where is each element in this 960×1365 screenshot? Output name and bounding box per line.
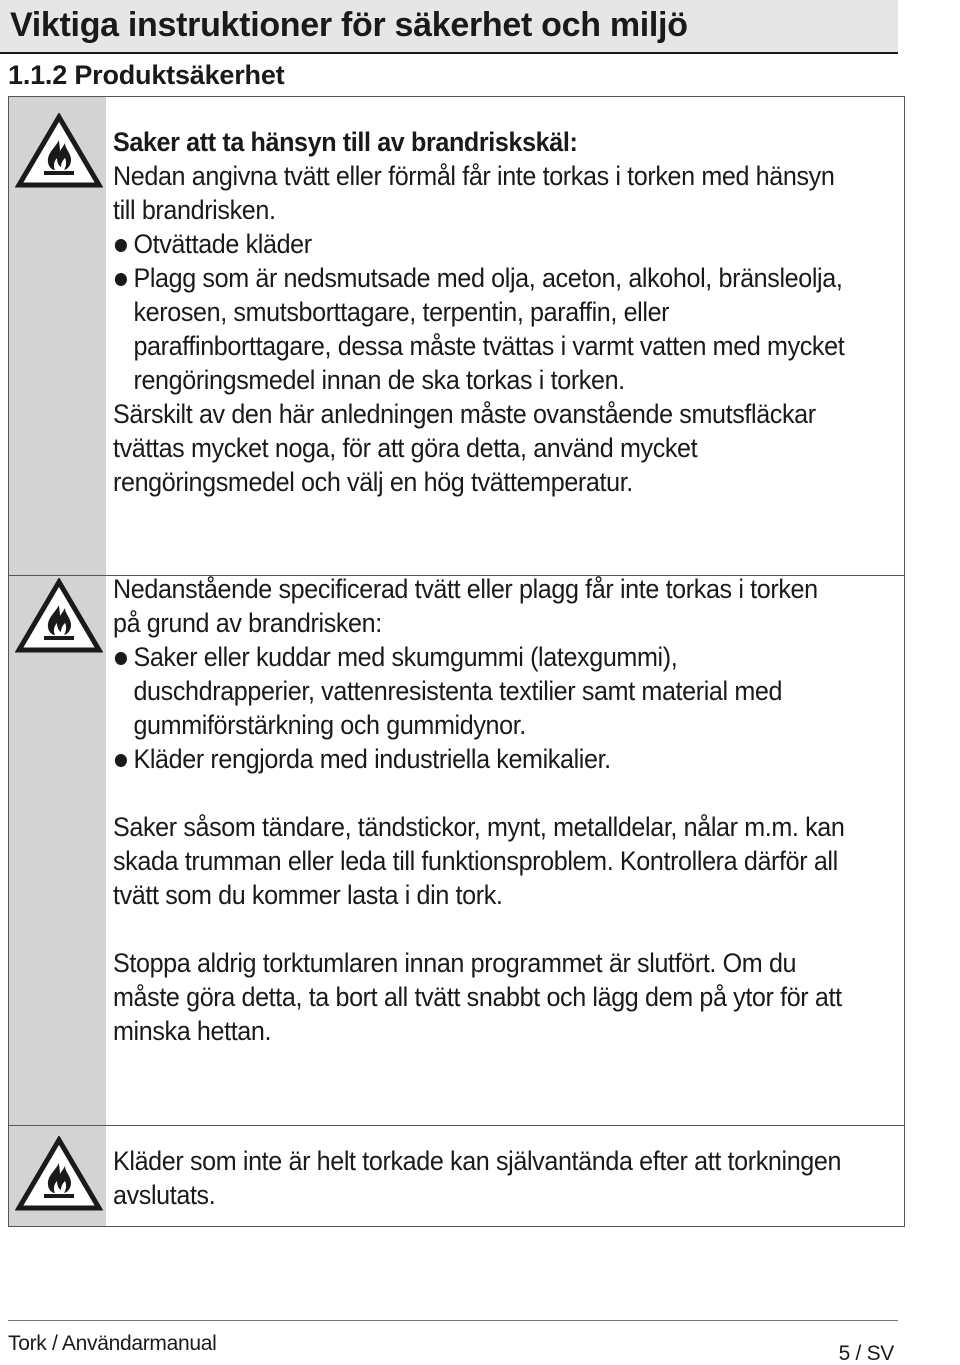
page-title: Viktiga instruktioner för säkerhet och miljö <box>10 6 688 44</box>
fire-risk-heading: Saker att ta hänsyn till av brandriskskäl: <box>113 127 578 157</box>
warning-panel-3 <box>9 1126 106 1226</box>
spacer <box>113 912 848 946</box>
footer-manual-label: Tork / Användarmanual <box>8 1332 217 1355</box>
forbidden-items-intro: Nedanstående specificerad tvätt eller plagg får inte torkas i torken på grund av brandrisken: <box>113 574 818 638</box>
header-band <box>0 0 898 54</box>
self-ignition-section <box>113 1144 848 1212</box>
fire-risk-section <box>113 125 848 499</box>
list-item: Plagg som är nedsmutsade med olja, aceton, alkohol, bränsleolja, kerosen, smutsborttagare, terpentin, paraffin, eller paraffinborttagare, dessa måste tvättas i varmt vatten med mycket rengöringsmedel innan de ska torkas i torken. <box>113 261 848 397</box>
safety-frame <box>8 96 905 1227</box>
page-number: 5 / SV <box>838 1342 894 1365</box>
forbidden-items-section <box>113 572 848 1048</box>
fire-risk-note: Särskilt av den här anledningen måste ovanstående smutsfläckar tvättas mycket noga, för att göra detta, använd mycket rengöringsmedel och välj en hög tvättemperatur. <box>113 399 816 497</box>
foreign-objects-paragraph: Saker såsom tändare, tändstickor, mynt, metalldelar, nålar m.m. kan skada trumman eller leda till funktionsproblem. Kontrollera därför all tvätt som du kommer lasta i din tork. <box>113 812 845 910</box>
flammable-warning-icon <box>15 578 103 656</box>
self-ignition-text: Kläder som inte är helt torkade kan självantända efter att torkningen avslutats. <box>113 1146 842 1210</box>
flammable-warning-icon <box>15 113 103 191</box>
stop-dryer-paragraph: Stoppa aldrig torktumlaren innan programmet är slutfört. Om du måste göra detta, ta bort all tvätt snabbt och lägg dem på ytor för att minska hettan. <box>113 948 842 1046</box>
footer-divider <box>8 1320 898 1321</box>
fire-risk-intro: Nedan angivna tvätt eller förmål får inte torkas i torken med hänsyn till brandrisken. <box>113 161 835 225</box>
flammable-warning-icon <box>15 1136 103 1214</box>
warning-panel-1 <box>9 97 106 575</box>
list-item: Kläder rengjorda med industriella kemikalier. <box>113 742 848 776</box>
section-heading: 1.1.2 Produktsäkerhet <box>8 60 285 90</box>
section-divider <box>9 1125 904 1126</box>
list-item: Saker eller kuddar med skumgummi (latexgummi), duschdrapperier, vattenresistenta textilier samt material med gummiförstärkning och gummidynor. <box>113 640 848 742</box>
list-item: Otvättade kläder <box>113 227 848 261</box>
warning-panel-2 <box>9 576 106 1125</box>
spacer <box>113 776 848 810</box>
